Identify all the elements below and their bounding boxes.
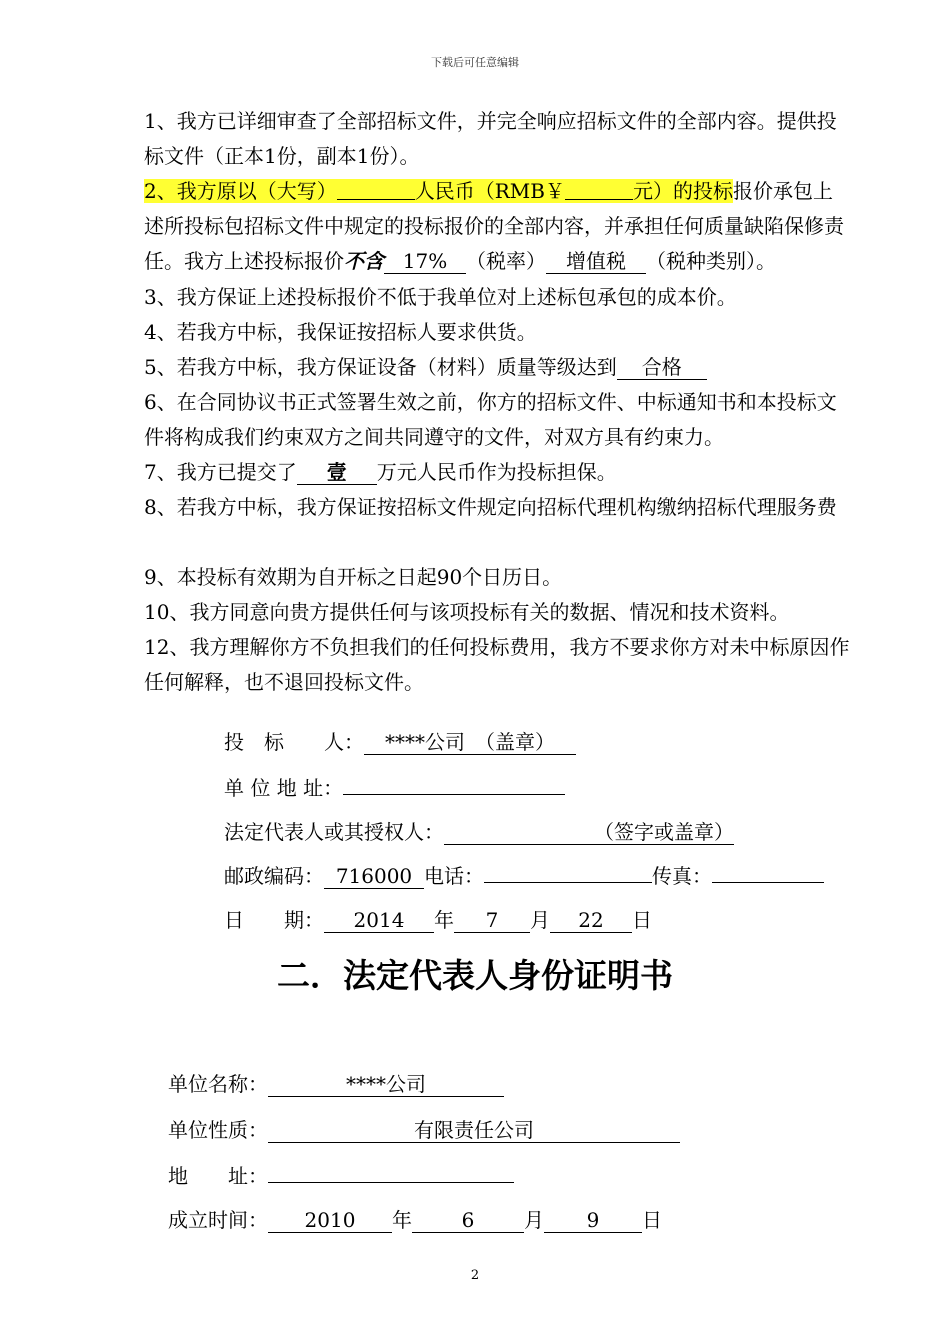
established-row: 成立时间： 2010 年 6 月 9 日 xyxy=(168,1208,662,1232)
clause-2-part-f: （税种类别）。 xyxy=(646,249,776,273)
address-blank xyxy=(343,794,565,795)
rep-label: 法定代表人或其授权人： xyxy=(224,820,444,844)
established-month: 6 xyxy=(412,1208,524,1233)
clause-2-part-a: 2、我方原以（大写） xyxy=(144,179,337,203)
tax-type-value: 增值税 xyxy=(546,249,646,274)
blank-amount-words xyxy=(337,177,415,200)
bidder-value: ****公司 （盖章） xyxy=(364,730,576,755)
guarantee-amount-value: 壹 xyxy=(297,460,377,485)
date-day: 22 xyxy=(550,908,632,933)
date-label: 日 期： xyxy=(224,908,324,932)
postcode-value: 716000 xyxy=(324,864,424,889)
blank-amount-rmb xyxy=(565,177,633,200)
unit-name-label: 单位名称： xyxy=(168,1072,268,1096)
section-title: 二．法定代表人身份证明书 xyxy=(277,956,673,995)
clause-2-part-b: 人民币（RMB￥ xyxy=(414,179,565,203)
clause-2-part-d: 报价承包上述所投标包招标文件中规定的投标报价的全部内容，并承担任何质量缺陷保修责任。我方上述投标报价 xyxy=(144,179,844,273)
clause-1: 1、我方已详细审查了全部招标文件，并完全响应招标文件的全部内容。提供投标文件（正本1份，副本1份）。 xyxy=(144,109,837,168)
unit-name-row xyxy=(168,1070,504,1098)
postcode-label: 邮政编码： xyxy=(224,864,324,888)
clause-2 xyxy=(100,174,852,279)
contact-row xyxy=(224,862,824,890)
tel-blank xyxy=(484,882,652,883)
excl-tax-label: 不含 xyxy=(344,249,384,273)
clause-2-part-e: （税率） xyxy=(466,249,546,273)
clause-6: 6、在合同协议书正式签署生效之前，你方的招标文件、中标通知书和本投标文件将构成我们约束双方之间共同遵守的文件，对双方具有约束力。 xyxy=(144,390,837,449)
fax-label: 传真： xyxy=(652,864,712,888)
clause-9: 9、本投标有效期为自开标之日起90个日历日。 xyxy=(144,565,563,589)
clause-4: 4、若我方中标，我保证按招标人要求供货。 xyxy=(144,320,537,344)
clause-8: 8、若我方中标，我方保证按招标文件规定向招标代理机构缴纳招标代理服务费 xyxy=(144,495,837,519)
unit-name-value: ****公司 xyxy=(268,1072,504,1097)
clause-10: 10、我方同意向贵方提供任何与该项投标有关的数据、情况和技术资料。 xyxy=(144,600,790,624)
clause-7: 7、我方已提交了 壹 万元人民币作为投标担保。 xyxy=(144,460,617,484)
clause-5: 5、若我方中标，我方保证设备（材料）质量等级达到 合格 xyxy=(100,350,852,385)
unit-nature-row xyxy=(168,1116,680,1144)
bidder-label: 投 标 人： xyxy=(224,730,364,754)
rep-row xyxy=(224,818,734,846)
page-header: 下载后可任意编辑 xyxy=(431,56,519,69)
address-label: 单 位 地 址： xyxy=(224,776,344,800)
date-year: 2014 xyxy=(324,908,434,933)
tel-label: 电话： xyxy=(424,864,484,888)
clause-3: 3、我方保证上述投标报价不低于我单位对上述标包承包的成本价。 xyxy=(144,285,737,309)
address-row xyxy=(224,774,565,802)
date-month: 7 xyxy=(454,908,530,933)
page-number: 2 xyxy=(470,1268,480,1283)
unit-address-blank xyxy=(268,1182,514,1183)
quality-grade-value: 合格 xyxy=(617,355,707,380)
bidder-row xyxy=(224,728,576,756)
clause-12: 12、我方理解你方不负担我们的任何投标费用，我方不要求你方对未中标原因作任何解释，也不退回投标文件。 xyxy=(144,635,850,694)
unit-address-label: 地 址： xyxy=(168,1164,268,1188)
rep-value: （签字或盖章） xyxy=(444,820,734,845)
fax-blank xyxy=(712,882,824,883)
tax-rate-value: 17% xyxy=(384,249,466,274)
established-label: 成立时间： xyxy=(168,1208,268,1232)
date-row: 日 期： 2014 年 7 月 22 日 xyxy=(224,908,652,932)
unit-nature-label: 单位性质： xyxy=(168,1118,268,1142)
established-year: 2010 xyxy=(268,1208,392,1233)
established-day: 9 xyxy=(544,1208,642,1233)
clause-2-part-c: 元）的投标 xyxy=(632,179,733,203)
unit-nature-value: 有限责任公司 xyxy=(268,1118,680,1143)
unit-address-row xyxy=(168,1162,514,1190)
